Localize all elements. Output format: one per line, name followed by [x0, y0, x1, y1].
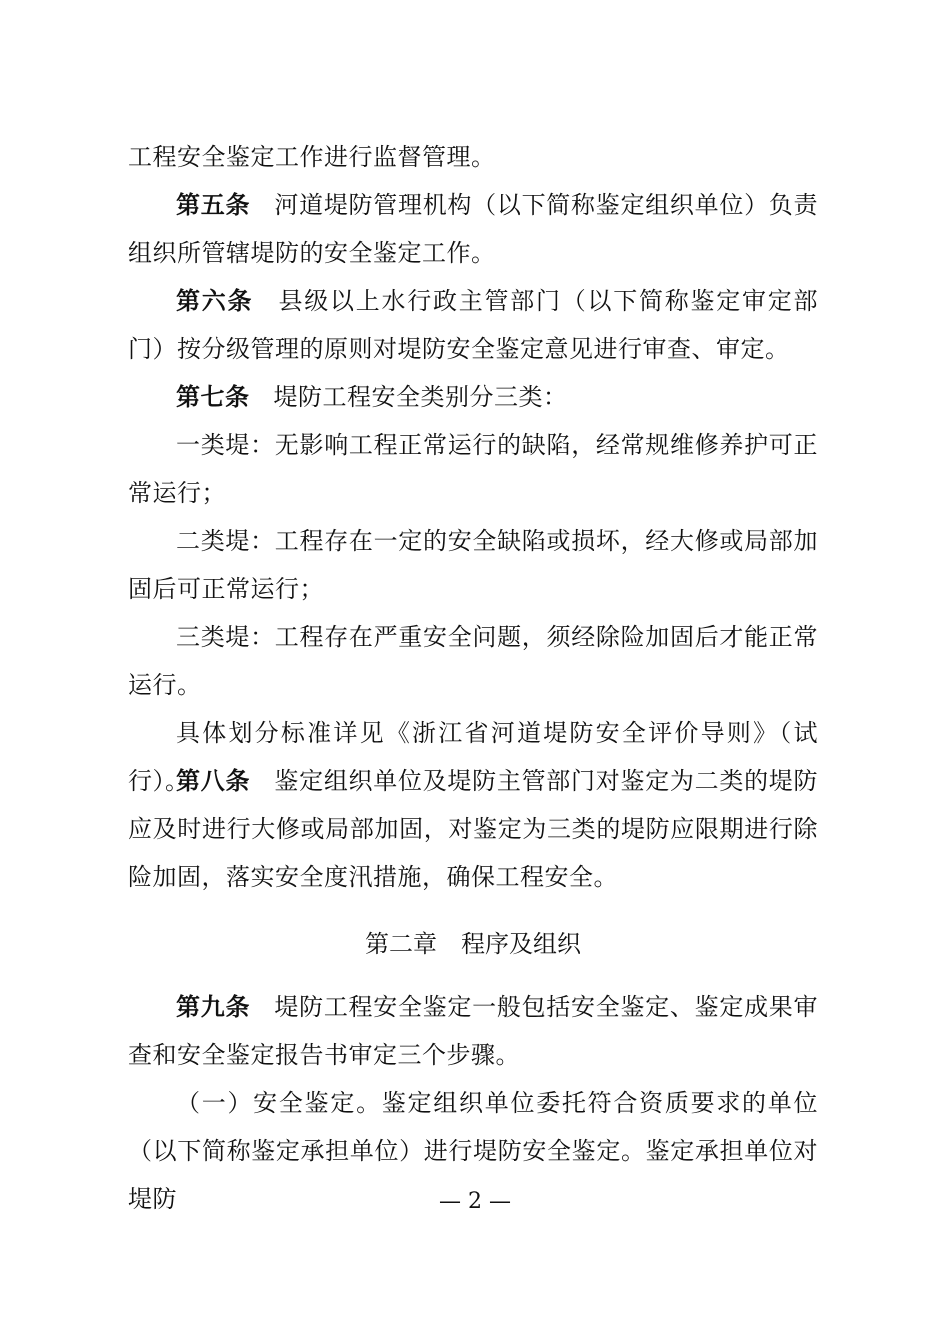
- paragraph-text: 三类堤：工程存在严重安全问题，须经除险加固后才能正常运行。: [128, 623, 818, 699]
- article-6: [128, 277, 818, 373]
- article-9: [128, 983, 818, 1079]
- article-number: 第五条: [176, 191, 251, 219]
- article-number: 第九条: [176, 993, 251, 1021]
- article-number: 第八条: [176, 767, 251, 795]
- article-text: 县级以上水行政主管部门（以下简称鉴定审定部门）按分级管理的原则对堤防安全鉴定意见进行审查、审定。: [128, 287, 818, 363]
- article-7: [128, 373, 818, 421]
- paragraph-text: 一类堤：无影响工程正常运行的缺陷，经常规维修养护可正常运行；: [128, 431, 818, 507]
- article-number: 第六条: [176, 287, 254, 315]
- page-number: — 2 —: [439, 1189, 511, 1214]
- paragraph-text: 具体划分标准详见《浙江省河道堤防安全评价导则》（试行）。: [128, 719, 818, 795]
- article-8: [128, 757, 818, 901]
- paragraph-continuation: [128, 133, 818, 181]
- article-text: 鉴定组织单位及堤防主管部门对鉴定为二类的堤防应及时进行大修或局部加固，对鉴定为三类的堤防应限期进行除险加固，落实安全度汛措施，确保工程安全。: [128, 767, 819, 891]
- paragraph-text: 二类堤：工程存在一定的安全缺陷或损坏，经大修或局部加固后可正常运行；: [128, 527, 818, 603]
- paragraph-text: （一）安全鉴定。鉴定组织单位委托符合资质要求的单位（以下简称鉴定承担单位）进行堤防安全鉴定。鉴定承担单位对堤防: [128, 1089, 818, 1213]
- article-text: 堤防工程安全类别分三类：: [273, 383, 568, 411]
- category-3: [128, 613, 818, 709]
- article-text: 河道堤防管理机构（以下简称鉴定组织单位）负责组织所管辖堤防的安全鉴定工作。: [128, 191, 819, 267]
- chapter-heading: 第二章 程序及组织: [365, 930, 581, 958]
- paragraph-text: 工程安全鉴定工作进行监督管理。: [128, 143, 496, 171]
- article-text: 堤防工程安全鉴定一般包括安全鉴定、鉴定成果审查和安全鉴定报告书审定三个步骤。: [128, 993, 819, 1069]
- article-5: [128, 181, 818, 277]
- article-number: 第七条: [176, 383, 250, 411]
- category-2: [128, 517, 818, 613]
- category-1: [128, 421, 818, 517]
